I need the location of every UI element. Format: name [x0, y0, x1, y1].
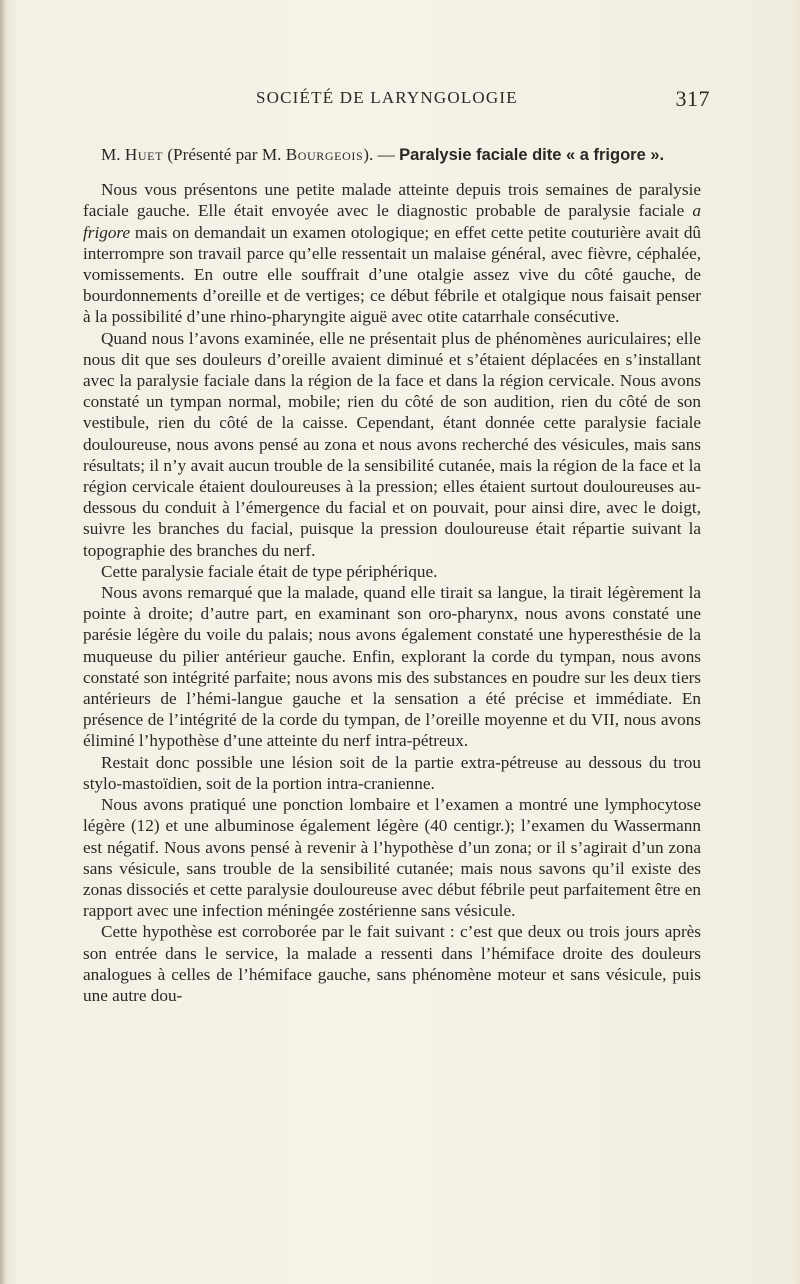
paragraph-1-part-b: mais on demandait un examen otologique; en effet cette petite couturière avait dû interrompre son travail parce qu’elle ressentait un malaise général, avec fièvre, céphalée, vomissements. En outre elle souffrait d’une otalgie assez vive du côté gauche, de bourdonnements d’oreille et de vertiges; ce début fébrile et otalgique nous faisait penser à la possibilité d’une rhino-pharyngite aiguë avec otite catarrhale consécutive. — [83, 222, 702, 327]
article-heading — [83, 144, 701, 166]
body-text — [83, 144, 701, 1006]
author-prefix: M. — [101, 145, 121, 164]
presented-by-close: ). — — [363, 145, 395, 164]
presenter-name: Bourgeois — [285, 145, 364, 164]
page-binding-edge — [0, 0, 6, 1284]
page-number: 317 — [675, 86, 710, 111]
paragraph-4: Nous avons remarqué que la malade, quand elle tirait sa langue, la tirait légèrement la pointe à droite; d’autre part, en examinant son oro-pharynx, nous avons constaté une parésie légère du voile du palais; nous avons également constaté une hyperesthésie de la muqueuse du pilier antérieur gauche. Enfin, explorant la corde du tympan, nous avons constaté son intégrité parfaite; nous avons mis des substances en poudre sur les deux tiers antérieurs de l’hémi-langue gauche et la sensation a été précise et immédiate. En présence de l’intégrité de la corde du tympan, de l’oreille moyenne et du VII, nous avons éliminé l’hypothèse d’une atteinte du nerf intra-pétreux. — [83, 583, 701, 751]
paragraph-7: Cette hypothèse est corroborée par le fait suivant : c’est que deux ou trois jours après son entrée dans le service, la malade a ressenti dans l’hémiface droite des douleurs analogues à celles de l’hémiface gauche, sans phénomène moteur et sans vésicule, puis une autre dou- — [83, 922, 701, 1005]
paragraph-5: Restait donc possible une lésion soit de la partie extra-pétreuse au dessous du trou stylo-mastoïdien, soit de la portion intra-cranienne. — [83, 752, 701, 793]
author-name: Huet — [124, 145, 164, 164]
paragraph-1-part-a: Nous vous présentons une petite malade atteinte depuis trois semaines de paralysie faciale gauche. Elle était envoyée avec le diagnostic probable de paralysie faciale — [83, 180, 701, 221]
paragraph-6: Nous avons pratiqué une ponction lombaire et l’examen a montré une lymphocytose légère (12) et une albuminose également légère (40 centigr.); l’examen du Wassermann est négatif. Nous avons pensé à revenir à l’hypothèse d’un zona; or il s’agirait d’un zona sans vésicule, sans trouble de la sensibilité cutanée; mais nous savons qu’il existe des zonas dissociés et cette paralysie douloureuse avec début fébrile peut parfaitement être en rapport avec une infection méningée zostérienne sans vésicule. — [83, 795, 701, 921]
paragraph-2: Quand nous l’avons examinée, elle ne présentait plus de phénomènes auriculaires; elle nous dit que ses douleurs d’oreille avaient diminué et s’étaient déplacées en s’installant avec la paralysie faciale dans la région de la face et dans la région cervicale. Nous avons constaté un tympan normal, mobile; rien du côté de son audition, rien du côté de son vestibule, rien du côté de la caisse. Cependant, étant donnée cette paralysie faciale douloureuse, nous avons pensé au zona et nous avons recherché des vésicules, mais sans résultats; il n’y avait aucun trouble de la sensibilité cutanée, mais la région de la face et la région cervicale étaient douloureuses à la pression; elles étaient surtout douloureuses au-dessous du conduit à l’émergence du facial et on pouvait, pour ainsi dire, avec le doigt, suivre les branches du facial, puisque la pression douloureuse était répartie suivant la topographie des branches du nerf. — [83, 328, 701, 560]
presented-by-open: (Présenté par M. — [167, 145, 282, 164]
paragraph-1 — [83, 179, 701, 327]
paragraph-1-italic: a frigore — [83, 201, 702, 242]
running-title: SOCIÉTÉ DE LARYNGOLOGIE — [256, 88, 518, 107]
running-head — [80, 86, 710, 116]
paragraph-3: Cette paralysie faciale était de type périphérique. — [101, 561, 438, 581]
article-title: Paralysie faciale dite « a frigore ». — [399, 146, 665, 164]
